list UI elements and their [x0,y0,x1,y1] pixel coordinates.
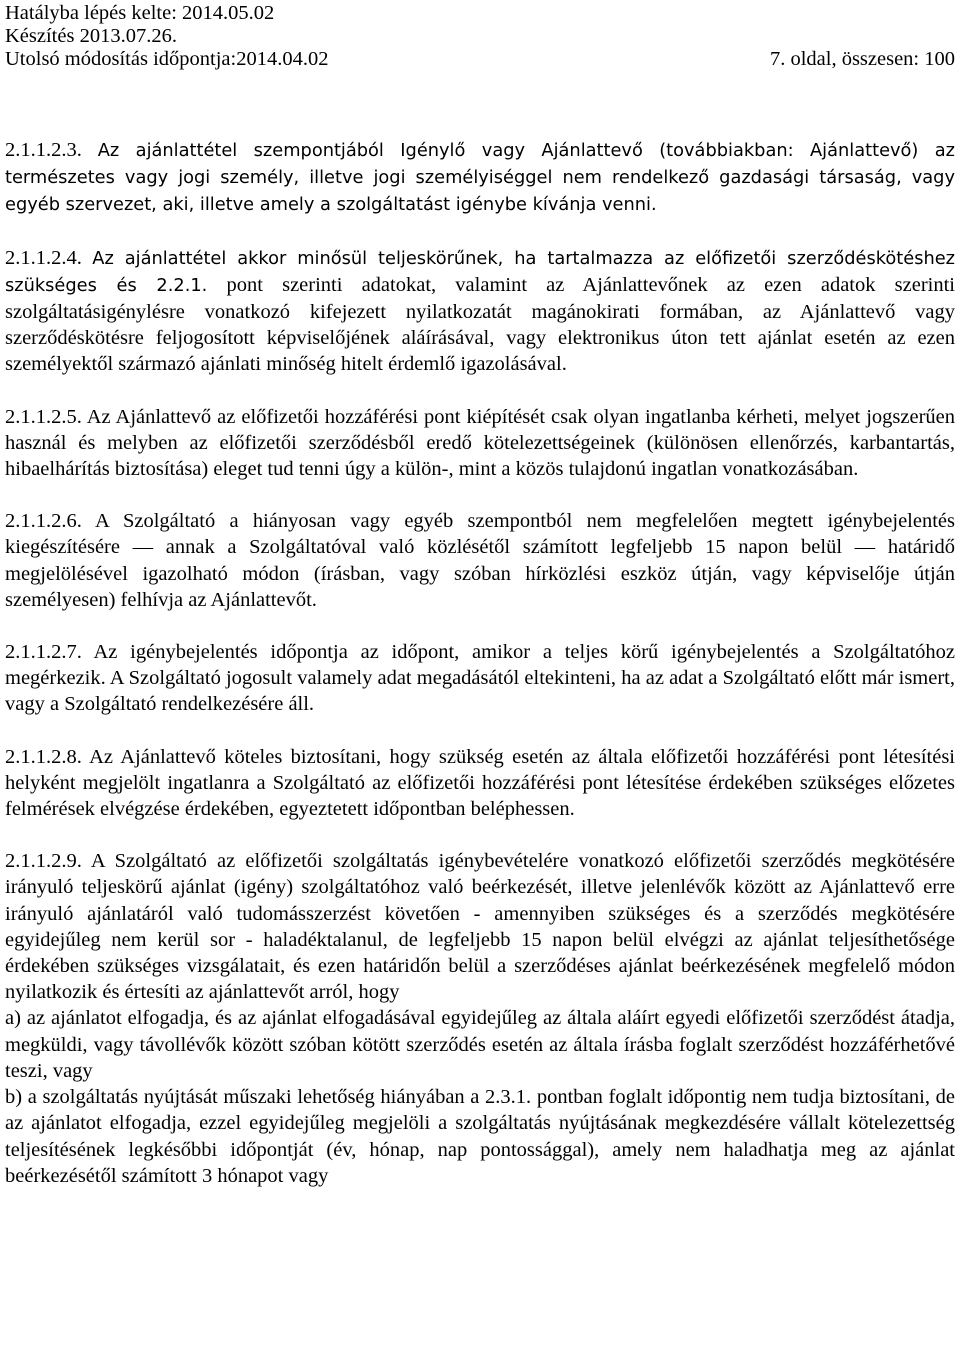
document-body [5,137,955,1189]
section-2-1-1-2-8 [5,744,955,823]
section-2-1-1-2-4 [5,245,955,378]
effective-date-text: Hatályba lépés kelte: 2014.05.02 [5,2,275,24]
section-paragraph [5,848,955,1005]
section-number: 2.1.1.2.5. [5,405,82,428]
section-number: 2.1.1.2.8. [5,745,82,768]
section-text: Az Ajánlattevő az előfizetői hozzáférési pont kiépítését csak olyan ingatlanba kérheti, melyet jogszerűen használ és melyben az előfizetői szerződésből eredő kötelezettségeinek (különösen ellenőrzés, karbantartás, hibaelhárítás biztosítása) eleget tud tenni úgy a külön-, mint a közös tulajdonú ingatlan vonatkozásában. [5,405,955,481]
created-date-text: Készítés 2013.07.26. [5,25,177,47]
page-number-info: 7. oldal, összesen: 100 [769,48,955,70]
section-number: 2.1.1.2.7. [5,641,82,664]
section-2-1-1-2-7 [5,639,955,718]
section-number: 2.1.1.2.4. [5,246,82,269]
section-text: A Szolgáltató az előfizetői szolgáltatás igénybevételére vonatkozó előfizetői szerződés megkötésére irányuló teljeskörű ajánlat (igény) szolgáltatóhoz való beérkezését, illetve jelenlévők között az Ajánlattevő erre irányuló ajánlatáról való tudomásszerzést követően - amennyiben szükséges és a szerződés megkötésére egyidejűleg nem kerül sor - haladéktalanul, de legfeljebb 15 napon belül elvégzi az ajánlat teljesíthetősége érdekében szükséges vizsgálatait, és ezen határidőn belül a szerződéses ajánlat beérkezésének megfelelő módon nyilatkozik és értesíti az ajánlattevőt arról, hogy [5,850,955,1004]
section-2-1-1-2-3 [5,137,955,219]
section-text-part-2: pont szerinti adatokat, valamint az Ajánlattevőnek az ezen adatok szerinti szolgáltatásigénylésre vonatkozó kifejezett nyilatkozatát magánokirati formában, az Ajánlattevő vagy szerződéskötésre feljogosított képviselőjének aláírásával, vagy elektronikus úton tett ajánlat esetén az ezen személyektől származó ajánlati minőség hitelt érdemlő igazolásával. [5,273,955,376]
section-number: 2.1.1.2.9. [5,850,82,873]
section-text: Az Ajánlattevő köteles biztosítani, hogy szükség esetén az általa előfizetői hozzáférési pont létesítési helyként megjelölt ingatlanra a Szolgáltató az előfizetői hozzáférési pont létesítése érdekében szükséges előzetes felmérések elvégzése érdekében, egyeztetett időpontban beléphessen. [5,745,955,821]
list-item-a: a) az ajánlatot elfogadja, és az ajánlat elfogadásával egyidejűleg az általa aláírt egyedi előfizetői szerződést átadja, megküldi, vagy távollévők között szóban kötött szerződés esetén az általa írásba foglalt szerződést hozzáférhetővé teszi, vagy [5,1007,955,1082]
section-2-1-1-2-9 [5,848,955,1189]
list-item-b: b) a szolgáltatás nyújtását műszaki lehetőség hiányában a 2.3.1. pontban foglalt időpontig nem tudja biztosítani, de az ajánlatot elfogadja, ezzel egyidejűleg megjelöli a szolgáltatás nyújtásának megkezdésére vállalt kötelezettség teljesítésének legkésőbbi időpontját (év, hónap, nap pontossággal), amely nem haladhatja meg az ajánlat beérkezésétől számított 3 hónapot vagy [5,1086,955,1187]
section-2-1-1-2-5 [5,404,955,483]
header-created [5,25,955,48]
section-2-1-1-2-6 [5,508,955,613]
header-effective-date [5,2,955,25]
header-modified [5,48,955,71]
page-header [5,2,955,71]
section-number: 2.1.1.2.3. [5,139,82,161]
section-text-part-1: Az ajánlattétel akkor minősül teljeskörűnek, ha tartalmazza az előfizetői szerződéskötéshez szükséges és 2.2.1. [5,247,955,296]
modified-date-text: Utolsó módosítás időpontja:2014.04.02 [5,48,329,70]
section-text: A Szolgáltató a hiányosan vagy egyéb szempontból nem megfelelően megtett igénybejelentés kiegészítésére — annak a Szolgáltatóval való közlésétől számított legfeljebb 15 napon belül — határidő megjelölésével igazolható módon (írásban, vagy szóban hírközlési eszköz útján, vagy képviselője útján személyesen) felhívja az Ajánlattevőt. [5,510,955,611]
section-number: 2.1.1.2.6. [5,510,82,533]
section-text: Az igénybejelentés időpontja az időpont, amikor a teljes körű igénybejelentés a Szolgáltatóhoz megérkezik. A Szolgáltató jogosult valamely adat megadásától eltekinteni, ha az adat a Szolgáltató előtt már ismert, vagy a Szolgáltató rendelkezésére áll. [5,641,955,716]
section-text: Az ajánlattétel szempontjából Igénylő vagy Ajánlattevő (továbbiakban: Ajánlattevő) az természetes vagy jogi személy, illetve jogi személyiséggel nem rendelkező gazdasági társaság, vagy egyéb szervezet, aki, illetve amely a szolgáltatást igénybe kívánja venni. [5,140,955,216]
